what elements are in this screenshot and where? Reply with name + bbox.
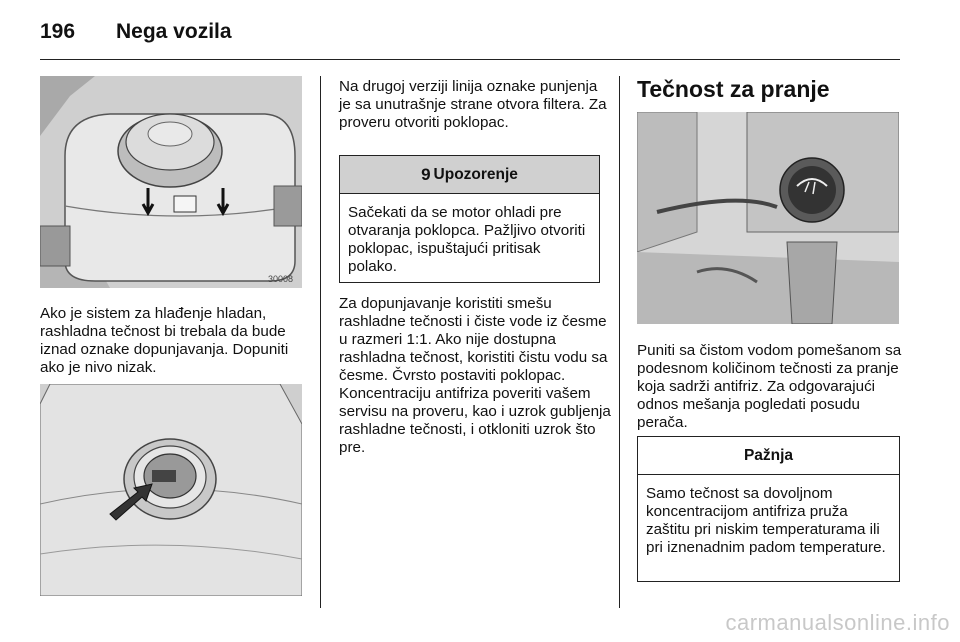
- warning-header: [340, 156, 599, 194]
- washer-fluid-reservoir-icon: [637, 112, 899, 324]
- coolant-reservoir-icon: [40, 76, 302, 288]
- coolant-mixture-paragraph: Za dopunjavanje koristiti smešu rashladne tečnosti i čiste vode iz česme u razmeri 1:1. Ako nije dostupna rashladna tečnost, koristiti čistu vodu sa česme. Čvrsto postaviti poklopac. Koncentraciju antifriza poveriti vašem servisu na proveru, kao i uzrok gubljenja rashladne tečnosti, i otkloniti uzrok što pre.: [339, 295, 611, 456]
- notice-header: Pažnja: [638, 437, 899, 475]
- page-header: [40, 18, 900, 58]
- header-rule: [40, 59, 900, 60]
- washer-fluid-illustration: [637, 112, 899, 324]
- page-title: Nega vozila: [116, 20, 232, 43]
- notice-box: [637, 436, 900, 582]
- illustration-code: 30008: [268, 274, 294, 284]
- warning-box: [339, 155, 600, 283]
- warning-icon: 9: [421, 165, 431, 184]
- column-divider-1: [320, 76, 321, 608]
- column-divider-2: [619, 76, 620, 608]
- section-heading: Tečnost za pranje: [637, 76, 830, 102]
- warning-text: Sačekati da se motor ohladi pre otvaranja poklopca. Pažljivo otvoriti poklopac, ispuštajući pritisak polako.: [348, 204, 586, 275]
- coolant-reservoir-illustration: [40, 76, 302, 288]
- reservoir-filler-illustration: [40, 384, 302, 596]
- coolant-level-paragraph: Ako je sistem za hlađenje hladan, rashladna tečnost bi trebala da bude iznad oznake dopunjavanja. Dopuniti ako je nivo nizak.: [40, 305, 289, 376]
- warning-title: Upozorenje: [433, 166, 518, 183]
- notice-text: Samo tečnost sa dovoljnom koncentracijom antifriza pruža zaštitu pri niskim temperaturama ili pri iznenadnim padom temperature.: [646, 485, 886, 556]
- page-number: 196: [40, 20, 76, 43]
- washer-fluid-paragraph: Puniti sa čistom vodom pomešanom sa podesnom količinom tečnosti za pranje koja sadrži antifriz. Za odgovarajući odnos mešanja pogledati posudu perača.: [637, 342, 902, 431]
- reservoir-filler-arrow-icon: [40, 384, 302, 596]
- second-version-paragraph: Na drugoj verziji linija oznake punjenja je sa unutrašnje strane otvora filtera. Za proveru otvoriti poklopac.: [339, 78, 607, 131]
- watermark: carmanualsonline.info: [725, 610, 950, 635]
